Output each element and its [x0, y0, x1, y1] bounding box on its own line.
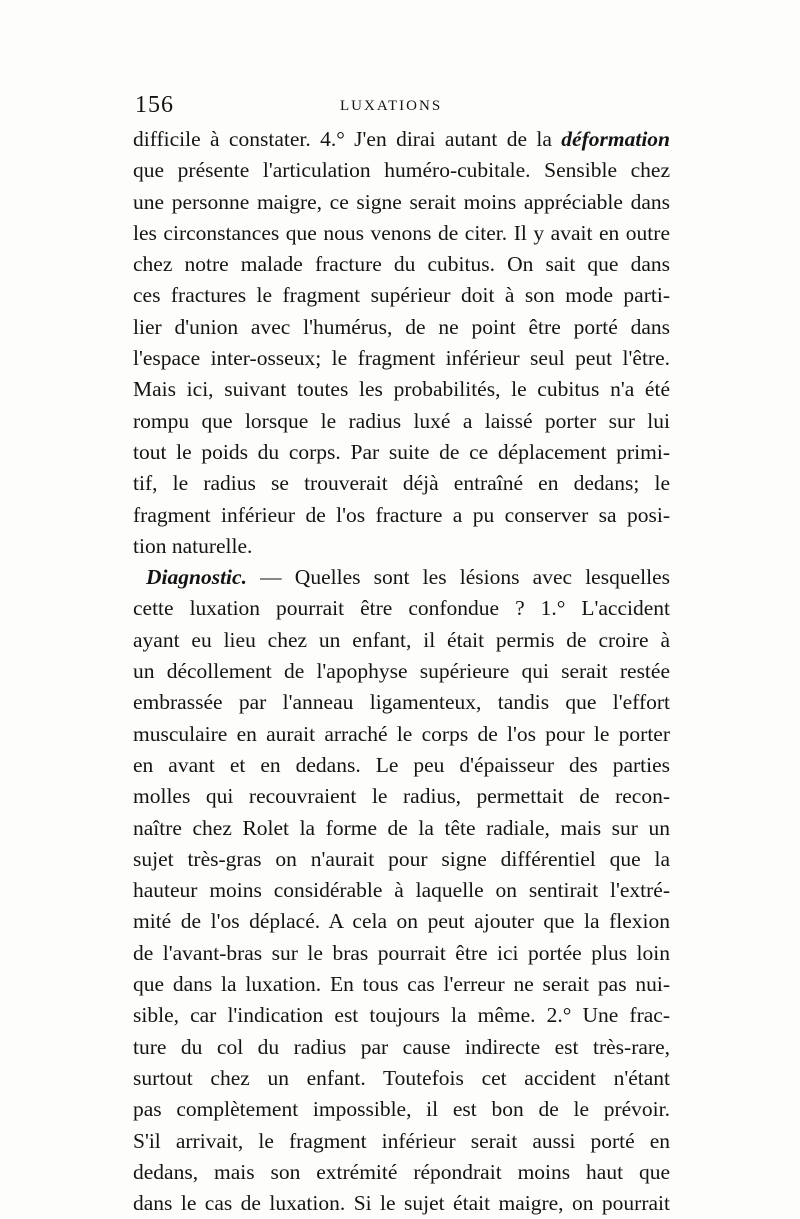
text-line: chez notre malade fracture du cubitus. On sait que dans	[133, 252, 670, 277]
text-line: Diagnostic. — Quelles sont les lésions avec lesquelles	[146, 565, 670, 590]
text-line: que dans la luxation. En tous cas l'erreur ne serait pas nui-	[133, 972, 670, 997]
text-line: lier d'union avec l'humérus, de ne point être porté dans	[133, 314, 670, 339]
text-line: S'il arrivait, le fragment inférieur serait aussi porté en	[133, 1128, 670, 1153]
text-line: Mais ici, suivant toutes les probabilités, le cubitus n'a été	[133, 377, 670, 402]
text-line: ture du col du radius par cause indirecte est très-rare,	[133, 1034, 670, 1059]
text-line: difficile à constater. 4.° J'en dirai autant de la déformation	[133, 127, 670, 151]
text-line: pas complètement impossible, il est bon de le prévoir.	[133, 1097, 670, 1122]
text-line: molles qui recouvraient le radius, permettait de recon-	[133, 784, 670, 809]
body-text	[133, 124, 670, 1219]
text-line: sujet très-gras on n'aurait pour signe différentiel que la	[133, 846, 670, 871]
text-line: cette luxation pourrait être confondue ? 1.° L'accident	[133, 596, 670, 621]
text-line: un décollement de l'apophyse supérieure qui serait restée	[133, 659, 670, 684]
text-line: sible, car l'indication est toujours la même. 2.° Une frac-	[133, 1003, 670, 1028]
text-line: une personne maigre, ce signe serait moins appréciable dans	[133, 189, 670, 214]
text-line: musculaire en aurait arraché le corps de l'os pour le porter	[133, 721, 670, 746]
text-line: dans le cas de luxation. Si le sujet était maigre, on pourrait	[133, 1191, 670, 1216]
text-line: mité de l'os déplacé. A cela on peut ajouter que la flexion	[133, 909, 670, 934]
text-line: ayant eu lieu chez un enfant, il était permis de croire à	[133, 627, 670, 652]
text-line: embrassée par l'anneau ligamenteux, tandis que l'effort	[133, 690, 670, 715]
text-line: tout le poids du corps. Par suite de ce déplacement primi-	[133, 439, 670, 464]
running-head	[135, 92, 670, 122]
text-line: de l'avant-bras sur le bras pourrait être ici portée plus loin	[133, 940, 670, 965]
text-line: fragment inférieur de l'os fracture a pu conserver sa posi-	[133, 502, 670, 527]
text-line: tion naturelle.	[133, 533, 253, 558]
section-heading-diagnostic: Diagnostic.	[146, 565, 247, 590]
running-title: LUXATIONS	[340, 98, 443, 114]
text-line: rompu que lorsque le radius luxé a laissé porter sur lui	[133, 408, 670, 433]
text-line: en avant et en dedans. Le peu d'épaisseur des parties	[133, 752, 670, 777]
emphasis: déformation	[561, 127, 670, 151]
text-line: dedans, mais son extrémité répondrait moins haut que	[133, 1159, 670, 1184]
text-line: tif, le radius se trouverait déjà entraîné en dedans; le	[133, 471, 670, 496]
text-line: que présente l'articulation huméro-cubitale. Sensible chez	[133, 158, 670, 183]
text-line: les circonstances que nous venons de citer. Il y avait en outre	[133, 220, 670, 245]
text-line: hauteur moins considérable à laquelle on sentirait l'extré-	[133, 878, 670, 903]
text-line: surtout chez un enfant. Toutefois cet accident n'étant	[133, 1065, 670, 1090]
text-line: ces fractures le fragment supérieur doit à son mode parti-	[133, 283, 670, 308]
text-line: l'espace inter-osseux; le fragment inférieur seul peut l'être.	[133, 346, 670, 371]
text-line: naître chez Rolet la forme de la tête radiale, mais sur un	[133, 815, 670, 840]
page-number: 156	[135, 92, 174, 118]
